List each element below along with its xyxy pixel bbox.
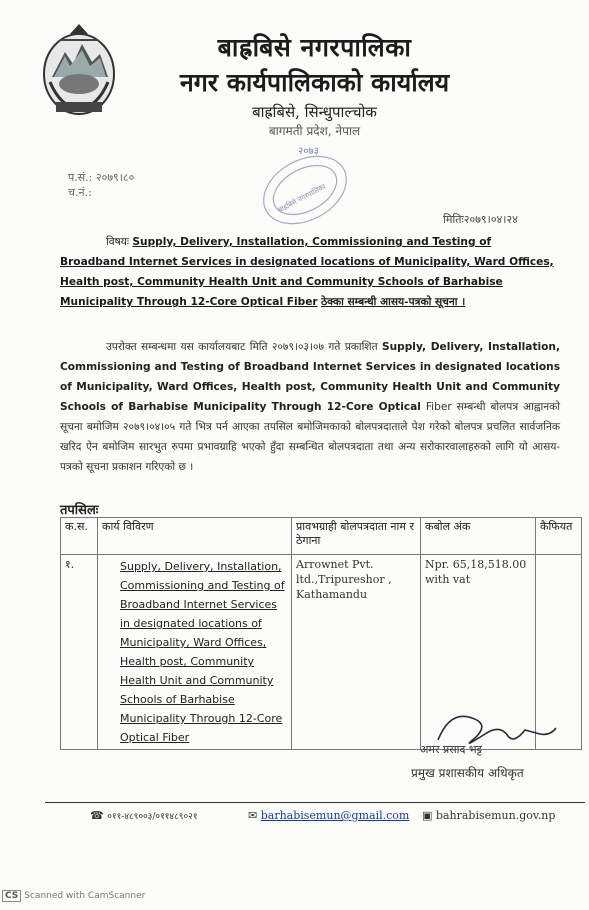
- letterhead-province: बागमती प्रदेश, नेपाल: [268, 124, 361, 138]
- cell-serial: १.: [61, 555, 98, 750]
- footer-email: [248, 809, 409, 822]
- phone-icon: ☎: [90, 809, 104, 822]
- chalani-number: च.नं.:: [68, 186, 92, 199]
- col-work: कार्य विविरण: [98, 518, 292, 555]
- letter-date: मितिः२०७९।०४।२४: [443, 213, 518, 226]
- office-stamp: [250, 140, 360, 230]
- email-icon: ✉: [248, 809, 258, 822]
- website-link[interactable]: bahrabisemun.gov.np: [435, 809, 556, 822]
- letterhead-address: बाह्रबिसे, सिन्धुपाल्चोक: [252, 103, 377, 121]
- signatory-name: अमर प्रसाद भट्ट: [420, 743, 482, 756]
- cell-supplier: Arrownet Pvt. ltd.,Tripureshor , Kathamandu: [292, 555, 421, 750]
- col-serial: क.स.: [61, 518, 98, 555]
- scanner-watermark: CS Scanned with CamScanner: [2, 890, 145, 902]
- signatory-position: प्रमुख प्रशासकीय अधिकृत: [411, 766, 524, 780]
- col-amount: कबोल अंक: [421, 518, 536, 555]
- col-supplier: प्रावभग्राही बोलपत्रदाता नाम र ठेगाना: [292, 518, 421, 555]
- cell-work: Supply, Delivery, Installation, Commissioning and Testing of Broadband Internet Services in designated locations of Municipality, Ward Offices, Health post, Community Health Unit and Community Schools of Barhabise Municipality Through 12-Core Optical Fiber: [98, 555, 292, 750]
- footer-website: [422, 809, 555, 822]
- email-link[interactable]: barhabisemun@gmail.com: [260, 809, 410, 822]
- table-header-row: [61, 518, 582, 555]
- col-remarks: कैफियत: [536, 518, 582, 555]
- cell-amount: Npr. 65,18,518.00 with vat: [421, 555, 536, 750]
- subject-suffix: ठेक्का सम्बन्धी आसय-पत्रको सूचना ।: [321, 296, 466, 308]
- letterhead-office: नगर कार्यपालिकाको कार्यालय: [179, 68, 450, 97]
- details-heading: तपसिलः: [60, 503, 99, 518]
- stamp-year: २०७३: [298, 146, 319, 157]
- reference-numbers: [68, 170, 134, 200]
- body-paragraph: उपरोक्त सम्बन्धमा यस कार्यालयबाट मिति २०७९।०३।०७ गते प्रकाशित Supply, Delivery, Installation, Commissioning and Testing of Broadband Internet Services in designated locations of Municipality, Ward Offices, Health post, Community Health Unit and Community Schools of Barhabise Municipality Through 12-Core Optical Fiber सम्बन्धी बोलपत्र आह्वानको सूचना बमोजिम २०७९।०४।०५ गते भित्र पर्न आएका तपसिल बमोजिमकाको बोलपत्रदाताले पेश गरेको बोलपत्र प्रचलित सार्वजनिक खरिद ऐन बमोजिम सारभुत रुपमा प्रभावग्राहि भएको हुँदा सम्बन्धित बोलपत्रदाता तथा अन्य सरोकारवालाहरुको लागि यो आसय-पत्रको सूचना प्रकाशन गरिएको छ ।: [60, 341, 560, 473]
- camscanner-logo-icon: CS: [2, 890, 21, 902]
- computer-icon: ▣: [422, 809, 433, 822]
- subject-label: विषयः: [106, 236, 130, 248]
- subject-text: Supply, Delivery, Installation, Commissioning and Testing of Broadband Internet Services in designated locations of Municipality, Ward Offices, Health post, Community Health Unit and Community Schools of Barhabise Municipality Through 12-Core Optical Fiber: [60, 236, 554, 308]
- stamp-text: बाह्रबिसे नगरपालिका: [276, 182, 327, 215]
- footer-phone: ☎ ०११-४८९००३/०११४८९०२१: [90, 809, 198, 822]
- subject-block: [60, 232, 555, 312]
- letterhead-municipality: बाह्रबिसे नगरपालिका: [217, 33, 412, 62]
- patra-sankhya: प.सं.: २०७९।८०: [68, 171, 135, 184]
- footer-divider: [45, 802, 585, 803]
